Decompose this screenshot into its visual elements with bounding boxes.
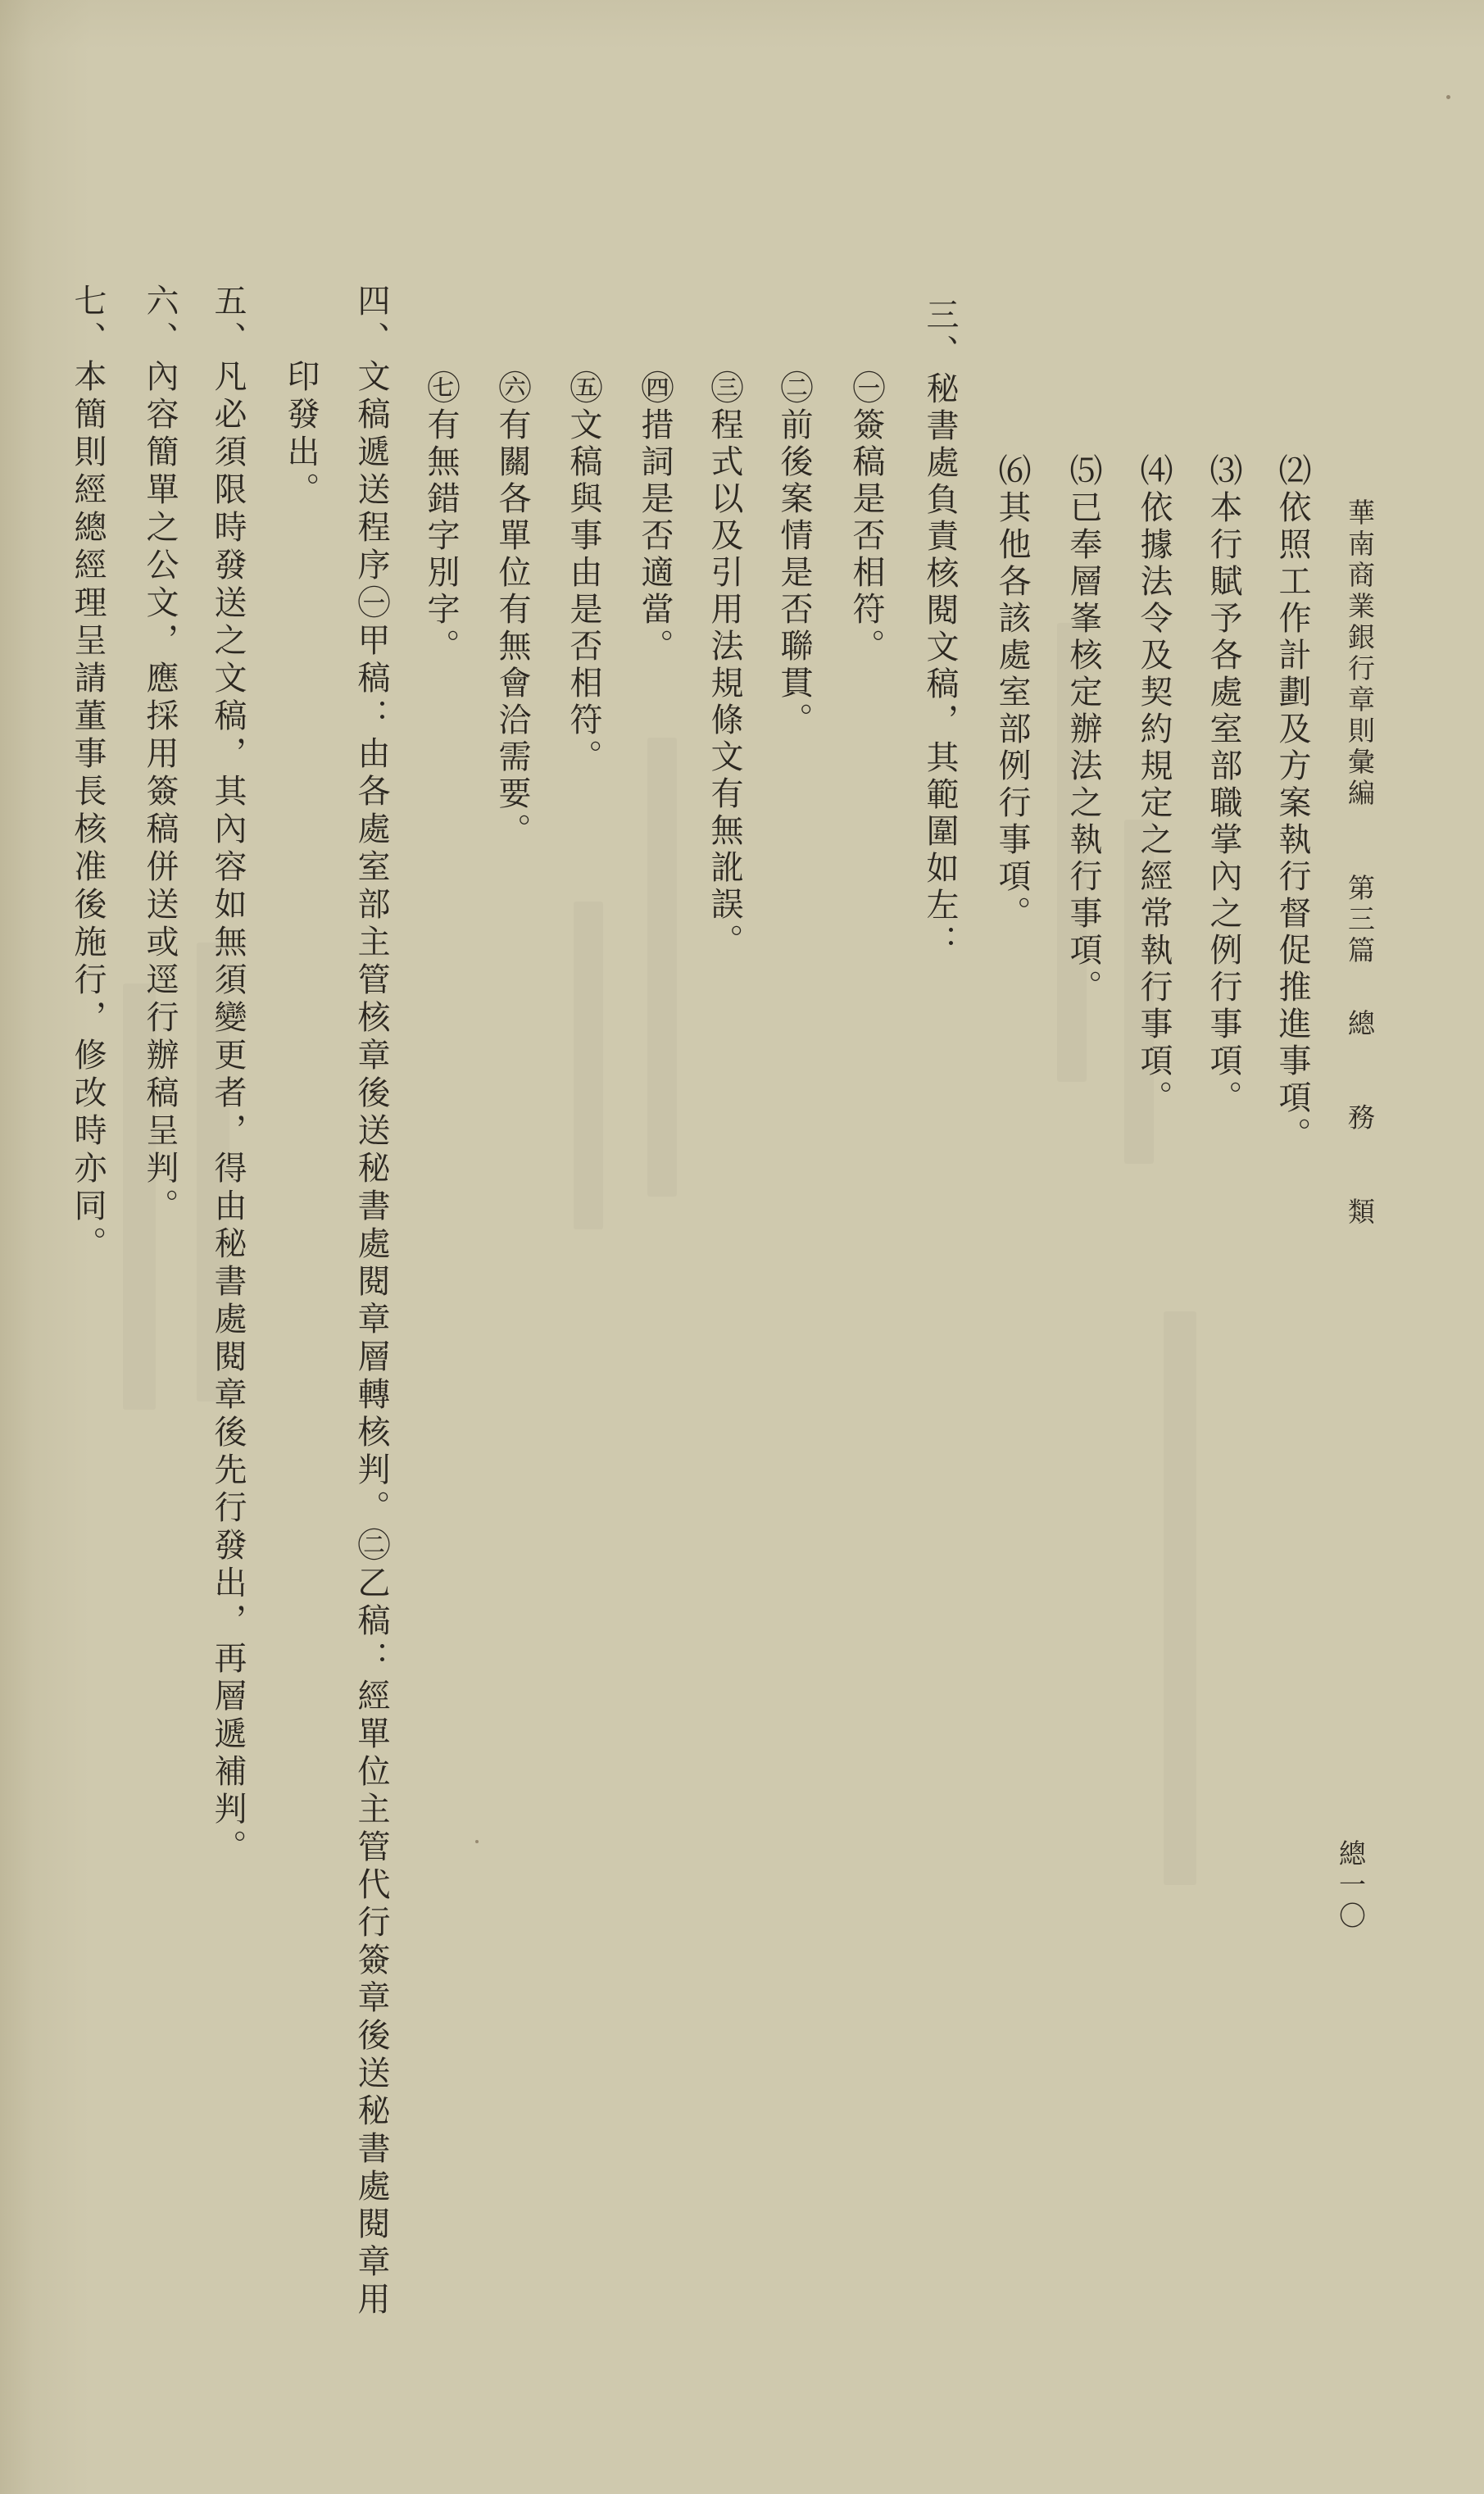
paper-speck <box>475 1840 479 1843</box>
bleed-through-shadow <box>574 902 603 1229</box>
article-4 <box>352 284 390 2319</box>
sub-item-marker: ㊃ <box>636 370 674 407</box>
sub-item-text: 程式以及引用法規條文有無訛誤。 <box>706 407 743 961</box>
sub-item-7 <box>422 370 460 666</box>
article-number: 三、 <box>921 298 959 371</box>
bleed-through-shadow <box>647 738 677 1197</box>
sub-item-marker: ㊆ <box>422 370 460 407</box>
item-marker: ⑹ <box>993 453 1031 490</box>
paper-speck <box>1446 95 1450 99</box>
article-text: 凡必須限時發送之文稿，其內容如無須變更者，得由秘書處閱章後先行發出，再層遞補判。 <box>209 359 247 1867</box>
sub-item-marker: ㊂ <box>706 370 743 407</box>
article-text: 本簡則經總經理呈請董事長核准後施行，修改時亦同。 <box>69 359 107 1264</box>
article-number: 六、 <box>141 284 179 359</box>
item-marker: ⑵ <box>1273 453 1311 490</box>
article-7 <box>69 284 107 1264</box>
item-marker: ⑷ <box>1135 453 1173 490</box>
article-number: 五、 <box>209 284 247 359</box>
item-text: 依據法令及契約規定之經常執行事項。 <box>1135 490 1173 1117</box>
running-head-category: 總務類 <box>1344 1009 1376 1292</box>
page-number: 總一〇 <box>1335 1839 1367 1933</box>
item-marker: ⑶ <box>1205 453 1242 490</box>
sub-item-marker: ㊅ <box>493 370 531 407</box>
item-text: 本行賦予各處室部職掌內之例行事項。 <box>1205 490 1242 1117</box>
article-5 <box>209 284 247 1867</box>
sub-item-6 <box>493 370 531 850</box>
article-3 <box>921 298 959 961</box>
sub-item-text: 有關各單位有無會洽需要。 <box>493 407 531 850</box>
sub-item-3 <box>708 370 741 961</box>
list-item-2 <box>1273 453 1311 1154</box>
bleed-through-shadow <box>1164 1311 1196 1885</box>
running-head-title: 華南商業銀行章則彙編 <box>1344 498 1376 810</box>
list-item-5 <box>1064 453 1102 1006</box>
item-text: 依照工作計劃及方案執行督促推進事項。 <box>1273 490 1311 1154</box>
article-text: 秘書處負責核閱文稿，其範圍如左： <box>921 371 959 961</box>
sub-item-text: 文稿與事由是否相符。 <box>565 407 602 776</box>
sub-item-text: 有無錯字別字。 <box>422 407 460 666</box>
article-number: 四、 <box>352 284 390 359</box>
item-text: 已奉層峯核定辦法之執行事項。 <box>1064 490 1102 1006</box>
sub-item-text: 措詞是否適當。 <box>636 407 674 666</box>
sub-item-marker: ㊄ <box>565 370 602 407</box>
article-6 <box>141 284 179 1226</box>
running-head-part: 第三篇 <box>1344 874 1376 967</box>
sub-item-4 <box>636 370 674 666</box>
sub-item-text: 簽稿是否相符。 <box>847 407 885 666</box>
article-text: 文稿遞送程序㊀甲稿：由各處室部主管核章後送秘書處閱章層轉核判。㊁乙稿：經單位主管代行簽章後送秘書處閱章用 <box>352 359 390 2319</box>
item-text: 其他各該處室部例行事項。 <box>993 490 1031 933</box>
list-item-4 <box>1135 453 1173 1117</box>
sub-item-text: 前後案情是否聯貫。 <box>775 407 813 739</box>
list-item-6 <box>993 453 1031 933</box>
sub-item-2 <box>775 370 813 739</box>
sub-item-5 <box>567 370 600 776</box>
item-marker: ⑸ <box>1064 453 1102 490</box>
list-item-3 <box>1207 453 1240 1117</box>
sub-item-1 <box>847 370 885 666</box>
article-4-continuation: 印發出。 <box>282 359 320 510</box>
sub-item-marker: ㊁ <box>775 370 813 407</box>
article-number: 七、 <box>69 284 107 359</box>
sub-item-marker: ㊀ <box>847 370 885 407</box>
article-text: 內容簡單之公文，應採用簽稿併送或逕行辦稿呈判。 <box>141 359 179 1226</box>
